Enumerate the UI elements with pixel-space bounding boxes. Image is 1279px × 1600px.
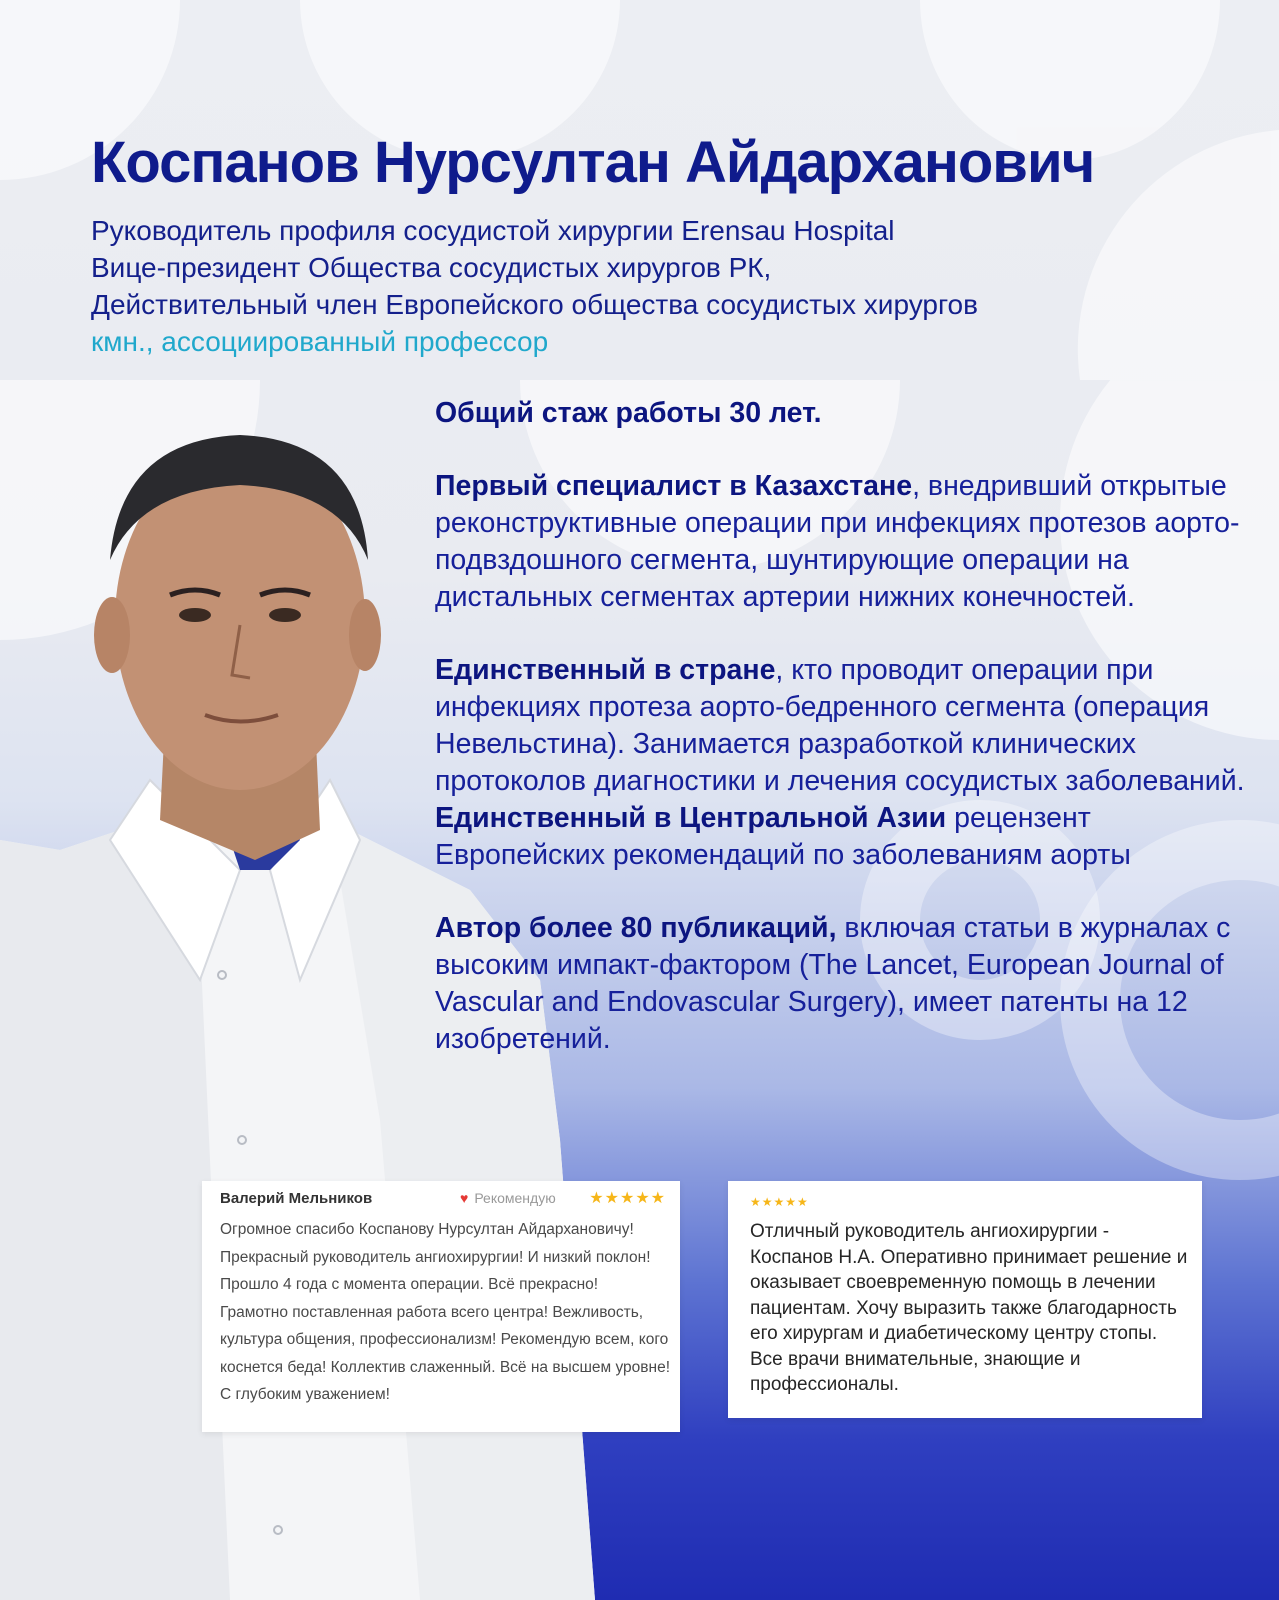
role-line-3: Действительный член Европейского общества сосудистых хирургов	[91, 289, 979, 320]
review-2-stars-icon: ★★★★★	[750, 1195, 809, 1209]
central-asia-bold: Единственный в Центральной Азии	[435, 802, 947, 834]
central-asia-text: рецензент Европейских рекомендаций по заболеваниям аорты	[435, 802, 1131, 871]
biography	[435, 395, 1255, 1058]
only-in-country-bold: Единственный в стране	[435, 654, 776, 686]
review-2-text: Отличный руководитель ангиохирургии - Коспанов Н.А. Оперативно принимает решение и оказывает своевременную помощь в лечении пациентам. Хочу выразить также благодарность его хирургам и диабетическому центру стопы. Все врачи внимательные, знающие и профессионалы.	[750, 1221, 1188, 1395]
roles-list	[91, 212, 1241, 360]
first-specialist-bold: Первый специалист в Казахстане	[435, 470, 913, 502]
heart-icon: ♥	[460, 1190, 469, 1206]
review-1-stars-icon: ★★★★★	[589, 1190, 666, 1207]
role-line-2: Вице-президент Общества сосудистых хирургов РК,	[91, 252, 772, 283]
review-1-recommend-label: Рекомендую	[474, 1190, 556, 1206]
publications-paragraph	[435, 910, 1255, 1058]
review-1-text: Огромное спасибо Коспанову Нурсултан Айдархановичу! Прекрасный руководитель ангиохирургии! И низкий поклон! Прошло 4 года с момента операции. Всё прекрасно! Грамотно поставленная работа всего центра! Вежливость, культура общения, профессионализм! Рекомендую всем, кого коснется беда! Коллектив слаженный. Всё на высшем уровне! С глубоким уважением!	[220, 1221, 671, 1403]
only-in-country-text: , кто проводит операции при инфекциях протеза аорто-бедренного сегмента (операция Невельстина). Занимается разработкой клинических протоколов диагностики и лечения сосудистых заболеваний.	[435, 654, 1245, 797]
review-card-2	[728, 1181, 1202, 1418]
role-line-1: Руководитель профиля сосудистой хирургии Erensau Hospital	[91, 215, 895, 246]
review-1-author: Валерий Мельников	[220, 1190, 373, 1207]
review-1-header	[220, 1187, 670, 1211]
first-specialist-paragraph	[435, 468, 1255, 616]
review-card-1	[202, 1181, 680, 1432]
experience-text: Общий стаж работы 30 лет.	[435, 397, 822, 429]
central-asia-paragraph	[435, 800, 1255, 874]
experience-paragraph	[435, 395, 1255, 432]
academic-degree: кмн., ассоциированный профессор	[91, 326, 549, 357]
publications-text: включая статьи в журналах с высоким импакт-фактором (The Lancet, European Journal of Vascular and Endovascular Surgery), имеет патенты на 12 изобретений.	[435, 912, 1231, 1055]
review-1-recommend	[460, 1190, 556, 1206]
doctor-header	[91, 128, 1241, 360]
publications-bold: Автор более 80 публикаций,	[435, 912, 837, 944]
first-specialist-text: , внедривший открытые реконструктивные операции при инфекциях протезов аорто-подвздошного сегмента, шунтирующие операции на дистальных сегментах артерии нижних конечностей.	[435, 470, 1240, 613]
only-in-country-paragraph	[435, 652, 1255, 800]
doctor-name: Коспанов Нурсултан Айдарханович	[91, 130, 1095, 195]
